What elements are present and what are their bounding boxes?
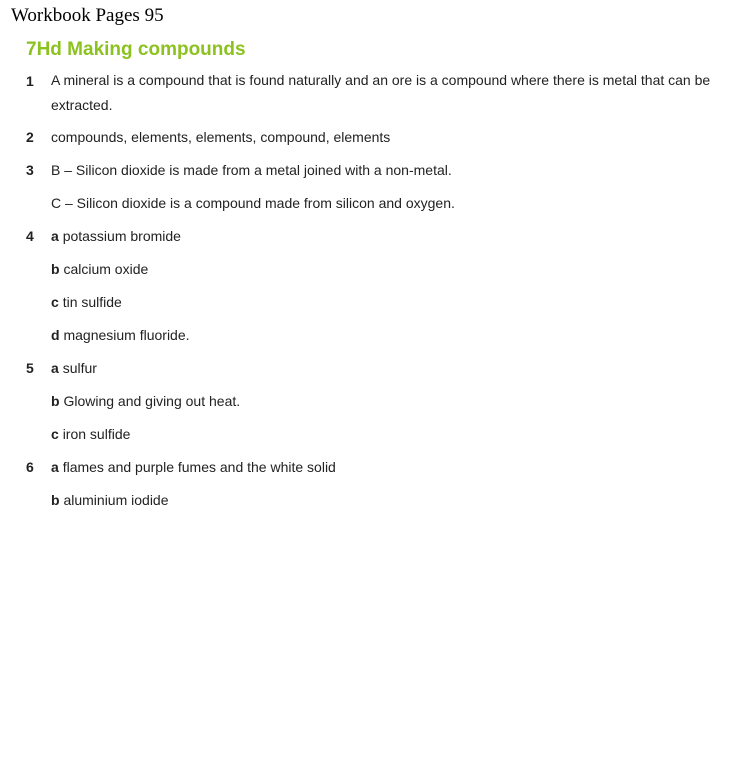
answer-5a [51,356,731,380]
part-letter-c: c [51,426,59,442]
answer-5b-text: Glowing and giving out heat. [63,393,241,409]
part-letter-a: a [51,360,59,376]
answer-4a [51,224,731,248]
section-title: 7Hd Making compounds [26,39,246,60]
answer-6a [51,455,731,479]
question-number-6: 6 [26,459,34,475]
part-letter-b: b [51,492,60,508]
answer-5c [51,422,731,446]
answer-3-line-1: B – Silicon dioxide is made from a metal joined with a non-metal. [51,162,452,178]
answer-4a-text: potassium bromide [62,228,181,244]
part-letter-b: b [51,261,60,277]
part-letter-a: a [51,459,59,475]
workbook-pages-heading: Workbook Pages 95 [11,5,164,26]
question-number-4: 4 [26,228,34,244]
answer-6b [51,488,731,512]
answer-2-text: compounds, elements, elements, compound, elements [51,129,391,145]
part-letter-b: b [51,393,60,409]
answer-3-line-2: C – Silicon dioxide is a compound made from silicon and oxygen. [51,195,455,211]
answer-4d [51,323,731,347]
answer-6a-text: flames and purple fumes and the white solid [62,459,336,475]
answer-1-text: A mineral is a compound that is found naturally and an ore is a compound where there is metal that can be extracted. [51,72,711,113]
answer-5c-text: iron sulfide [62,426,131,442]
question-number-1: 1 [26,73,34,89]
answer-5b [51,389,731,413]
answer-4b [51,257,731,281]
question-number-5: 5 [26,360,34,376]
answer-6b-text: aluminium iodide [63,492,169,508]
part-letter-d: d [51,327,60,343]
answer-4c [51,290,731,314]
answer-5a-text: sulfur [62,360,97,376]
question-number-2: 2 [26,129,34,145]
answer-4b-text: calcium oxide [63,261,149,277]
part-letter-c: c [51,294,59,310]
part-letter-a: a [51,228,59,244]
question-number-3: 3 [26,162,34,178]
answer-4c-text: tin sulfide [62,294,122,310]
answer-4d-text: magnesium fluoride. [63,327,190,343]
